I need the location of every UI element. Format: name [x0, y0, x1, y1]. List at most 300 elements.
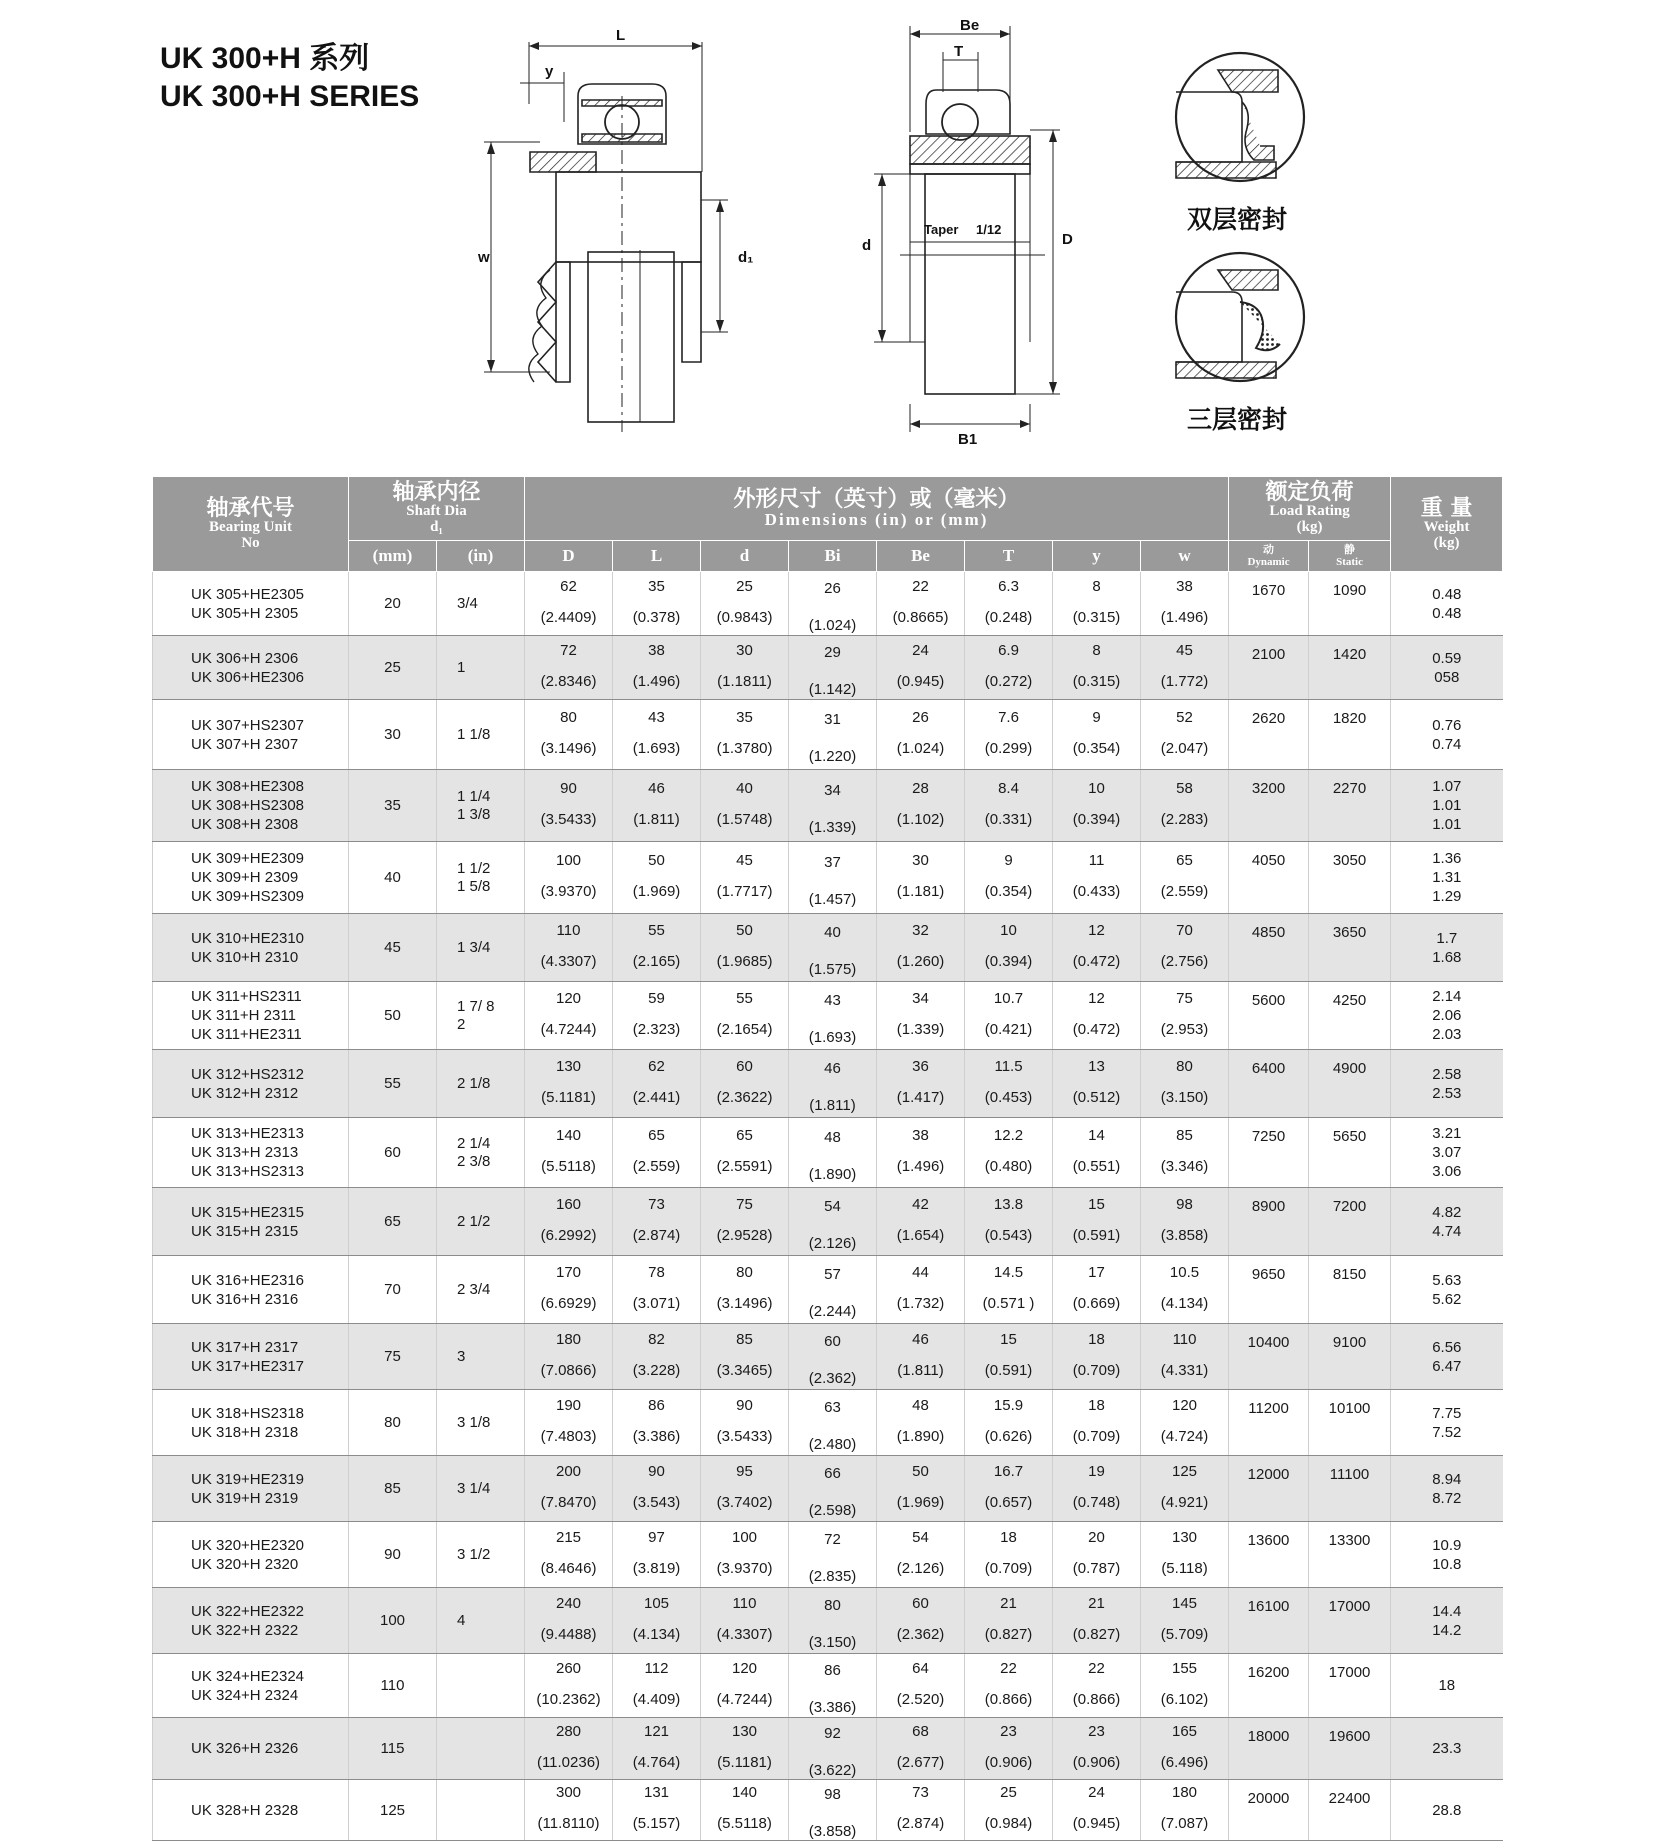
- label-w: w: [478, 249, 490, 266]
- cell-d: [701, 914, 789, 982]
- value-mm: 55: [736, 989, 753, 1007]
- value-mm: 14: [1088, 1126, 1105, 1144]
- cell-d: [701, 1050, 789, 1118]
- cell-y: [1053, 1118, 1141, 1188]
- cell-static-load: 8150: [1309, 1256, 1391, 1324]
- series-title-en: UK 300+H SERIES: [160, 80, 420, 113]
- value-mm: 6.9: [998, 641, 1019, 659]
- cell-w: [1141, 1588, 1229, 1654]
- seal-double-label: 双层密封: [1187, 205, 1288, 234]
- value-in: (1.417): [896, 1088, 945, 1106]
- cell-dynamic-load: 7250: [1229, 1118, 1309, 1188]
- weight-value: 8.72: [1432, 1489, 1462, 1507]
- value-mm: 80: [560, 708, 577, 726]
- value-mm: 19: [1088, 1462, 1105, 1480]
- header-shaft-dia: [349, 477, 525, 541]
- cell-w: [1141, 1324, 1229, 1390]
- shaft-in-value: 2 3/4: [457, 1280, 491, 1298]
- cell-dynamic-load: 8900: [1229, 1188, 1309, 1256]
- value-in: (0.354): [984, 882, 1033, 900]
- value-mm: 95: [736, 1462, 753, 1480]
- weight-value: 1.07: [1432, 778, 1462, 795]
- cell-w: [1141, 636, 1229, 700]
- value-in: (2.5591): [716, 1157, 773, 1175]
- cell-static-load: 10100: [1309, 1390, 1391, 1456]
- cell-dynamic-load: 4850: [1229, 914, 1309, 982]
- value-mm: 240: [556, 1594, 582, 1612]
- label-taper: Taper: [924, 222, 959, 237]
- value-in: (2.874): [632, 1226, 681, 1244]
- header-dimensions-en: Dimensions (in) or (mm): [764, 510, 989, 530]
- value-mm: 18: [1088, 1396, 1105, 1414]
- value-in: (4.409): [632, 1690, 681, 1708]
- cell-Bi: [789, 982, 877, 1050]
- cell-L: [613, 1256, 701, 1324]
- label-T: T: [954, 43, 964, 60]
- value-in: (7.8470): [540, 1493, 597, 1511]
- weight-value: 2.58: [1432, 1065, 1462, 1083]
- value-mm: 170: [556, 1263, 582, 1281]
- cell-w: [1141, 1654, 1229, 1718]
- cell-D: [525, 1118, 613, 1188]
- value-mm: 105: [644, 1594, 670, 1612]
- value-mm: 10.7: [993, 989, 1024, 1007]
- cell-dynamic-load: 5600: [1229, 982, 1309, 1050]
- cell-weight: [1391, 1522, 1503, 1588]
- cell-bearing-unit: [153, 1050, 349, 1118]
- header-bearing-unit: [153, 477, 349, 572]
- value-mm: 75: [1176, 989, 1193, 1007]
- value-mm: 280: [556, 1722, 582, 1740]
- value-mm: 215: [556, 1528, 582, 1546]
- value-in: (2.244): [808, 1302, 857, 1320]
- value-in: (1.969): [632, 882, 681, 900]
- value-in: (0.472): [1072, 1020, 1121, 1038]
- cell-bearing-unit: [153, 1718, 349, 1780]
- cell-static-load: 5650: [1309, 1118, 1391, 1188]
- weight-value: 2.53: [1432, 1084, 1462, 1102]
- cell-dynamic-load: 20000: [1229, 1780, 1309, 1841]
- cell-T: [965, 842, 1053, 914]
- value-mm: 85: [1176, 1126, 1193, 1144]
- value-mm: 65: [736, 1126, 753, 1144]
- cell-shaft-in: [437, 1780, 525, 1841]
- value-in: (3.1496): [540, 739, 597, 757]
- value-mm: 200: [556, 1462, 582, 1480]
- cell-Bi: [789, 1256, 877, 1324]
- value-mm: 120: [1172, 1396, 1198, 1414]
- value-in: (3.543): [632, 1493, 681, 1511]
- bearing-unit-no: UK 320+H 2320: [191, 1555, 299, 1573]
- cell-L: [613, 1654, 701, 1718]
- value-mm: 42: [912, 1195, 929, 1213]
- weight-value: 0.59: [1432, 649, 1462, 667]
- value-in: (2.598): [808, 1501, 857, 1519]
- value-in: (5.5118): [541, 1157, 596, 1175]
- weight-value: 6.56: [1432, 1338, 1462, 1356]
- bearing-unit-no: UK 307+HS2307: [191, 716, 304, 734]
- value-in: (1.496): [896, 1157, 945, 1175]
- value-mm: 125: [1172, 1462, 1198, 1480]
- value-mm: 20: [1088, 1528, 1105, 1546]
- value-mm: 38: [648, 641, 665, 659]
- cell-bearing-unit: [153, 1324, 349, 1390]
- cell-Be: [877, 1324, 965, 1390]
- value-in: (2.165): [632, 952, 681, 970]
- cell-D: [525, 982, 613, 1050]
- weight-value: 5.62: [1432, 1290, 1462, 1308]
- cell-y: [1053, 1780, 1141, 1841]
- header-static: [1309, 541, 1391, 572]
- cell-Bi: [789, 842, 877, 914]
- value-in: (1.969): [896, 1493, 945, 1511]
- value-mm: 64: [912, 1659, 929, 1677]
- value-mm: 60: [736, 1057, 753, 1075]
- cell-bearing-unit: [153, 572, 349, 636]
- value-in: (3.346): [1160, 1157, 1209, 1175]
- cell-L: [613, 636, 701, 700]
- weight-value: 10.8: [1432, 1555, 1462, 1573]
- value-mm: 12: [1088, 921, 1105, 939]
- cell-dynamic-load: 11200: [1229, 1390, 1309, 1456]
- value-mm: 22: [1000, 1659, 1017, 1677]
- weight-value: 1.36: [1432, 850, 1462, 867]
- value-in: (4.331): [1160, 1361, 1209, 1379]
- value-in: (1.575): [808, 960, 857, 978]
- cell-y: [1053, 636, 1141, 700]
- cell-shaft-mm: 40: [349, 842, 437, 914]
- value-in: (1.260): [896, 952, 945, 970]
- header-dynamic-cn: 动: [1263, 543, 1275, 556]
- value-mm: 22: [912, 577, 929, 595]
- value-in: (3.386): [632, 1427, 681, 1445]
- weight-value: 14.4: [1432, 1602, 1462, 1620]
- value-in: (0.248): [984, 608, 1033, 626]
- value-in: (0.591): [1072, 1226, 1121, 1244]
- value-mm: 165: [1172, 1722, 1198, 1740]
- bearing-unit-no: UK 309+HE2309: [191, 850, 304, 867]
- value-in: (1.024): [808, 616, 857, 634]
- value-in: (3.5433): [716, 1427, 773, 1445]
- cell-bearing-unit: [153, 1522, 349, 1588]
- cell-weight: [1391, 842, 1503, 914]
- value-mm: 120: [732, 1659, 758, 1677]
- value-in: (1.811): [809, 1096, 856, 1114]
- value-mm: 54: [912, 1528, 929, 1546]
- value-mm: 28: [912, 779, 929, 797]
- cell-T: [965, 1588, 1053, 1654]
- value-mm: 50: [736, 921, 753, 939]
- value-mm: 30: [736, 641, 753, 659]
- value-mm: 8: [1092, 577, 1101, 595]
- cell-shaft-mm: 80: [349, 1390, 437, 1456]
- value-mm: 12: [1088, 989, 1105, 1007]
- value-in: (0.512): [1072, 1088, 1121, 1106]
- value-in: (0.669): [1072, 1294, 1121, 1312]
- cell-static-load: 2270: [1309, 770, 1391, 842]
- value-mm: 40: [824, 923, 841, 941]
- cell-y: [1053, 982, 1141, 1050]
- value-in: (0.433): [1072, 882, 1121, 900]
- cell-y: [1053, 842, 1141, 914]
- value-mm: 98: [824, 1786, 841, 1803]
- cell-static-load: 17000: [1309, 1654, 1391, 1718]
- cell-w: [1141, 1256, 1229, 1324]
- header-dynamic-en: Dynamic: [1247, 556, 1290, 568]
- cell-Be: [877, 770, 965, 842]
- value-mm: 73: [648, 1195, 665, 1213]
- value-mm: 23: [1000, 1722, 1017, 1740]
- value-in: (0.945): [1072, 1815, 1121, 1832]
- value-mm: 100: [556, 851, 582, 869]
- cell-T: [965, 914, 1053, 982]
- cell-Bi: [789, 1654, 877, 1718]
- cell-w: [1141, 914, 1229, 982]
- table-row: [153, 1390, 1503, 1456]
- value-in: (3.3465): [716, 1361, 773, 1379]
- weight-value: 2.03: [1432, 1026, 1462, 1043]
- cell-shaft-mm: 25: [349, 636, 437, 700]
- value-mm: 97: [648, 1528, 665, 1546]
- value-mm: 90: [560, 779, 577, 797]
- cell-D: [525, 842, 613, 914]
- shaft-in-value: 1 1/2: [457, 859, 491, 877]
- bearing-unit-no: UK 322+HE2322: [191, 1602, 304, 1620]
- value-in: (2.677): [896, 1753, 945, 1771]
- cell-dynamic-load: 6400: [1229, 1050, 1309, 1118]
- cell-L: [613, 982, 701, 1050]
- cell-T: [965, 1118, 1053, 1188]
- cell-y: [1053, 572, 1141, 636]
- label-L: L: [616, 27, 626, 44]
- value-in: (0.906): [1072, 1753, 1121, 1771]
- value-in: (2.1654): [716, 1020, 773, 1038]
- cell-shaft-in: [437, 1390, 525, 1456]
- value-in: (1.693): [808, 1028, 857, 1046]
- value-mm: 86: [824, 1661, 841, 1679]
- cell-weight: [1391, 770, 1503, 842]
- value-in: (3.386): [808, 1698, 857, 1716]
- value-mm: 82: [648, 1330, 665, 1348]
- cell-Bi: [789, 1188, 877, 1256]
- weight-value: 18: [1438, 1677, 1456, 1694]
- bearing-unit-no: UK 316+HE2316: [191, 1271, 304, 1289]
- cell-L: [613, 572, 701, 636]
- weight-value: 4.74: [1432, 1222, 1462, 1240]
- value-mm: 65: [648, 1126, 665, 1144]
- cell-static-load: 1090: [1309, 572, 1391, 636]
- cell-dynamic-load: 10400: [1229, 1324, 1309, 1390]
- value-mm: 131: [644, 1784, 670, 1801]
- cell-D: [525, 1256, 613, 1324]
- cell-shaft-mm: 60: [349, 1118, 437, 1188]
- cell-shaft-mm: 45: [349, 914, 437, 982]
- cell-bearing-unit: [153, 636, 349, 700]
- value-in: (0.657): [984, 1493, 1033, 1511]
- cell-d: [701, 572, 789, 636]
- cell-dynamic-load: 16200: [1229, 1654, 1309, 1718]
- cell-L: [613, 700, 701, 770]
- value-in: (2.559): [1160, 882, 1209, 900]
- label-d1: d₁: [738, 249, 754, 266]
- cell-y: [1053, 1188, 1141, 1256]
- weight-value: 10.9: [1432, 1536, 1462, 1554]
- value-mm: 85: [736, 1330, 753, 1348]
- value-mm: 72: [824, 1530, 841, 1548]
- shaft-in-value: 2 1/4: [457, 1134, 491, 1152]
- header-Be: Be: [877, 541, 965, 572]
- cell-shaft-in: [437, 842, 525, 914]
- value-mm: 80: [824, 1596, 841, 1614]
- cell-bearing-unit: [153, 914, 349, 982]
- value-mm: 25: [736, 577, 753, 595]
- cell-w: [1141, 1188, 1229, 1256]
- value-mm: 6.3: [998, 577, 1019, 595]
- cell-L: [613, 1188, 701, 1256]
- cell-L: [613, 1118, 701, 1188]
- value-in: (4.764): [632, 1753, 681, 1771]
- cell-dynamic-load: 12000: [1229, 1456, 1309, 1522]
- header-load-rating: [1229, 477, 1391, 541]
- value-in: (0.9843): [716, 608, 773, 626]
- value-mm: 34: [912, 989, 929, 1007]
- cell-weight: [1391, 700, 1503, 770]
- value-in: (0.591): [984, 1361, 1033, 1379]
- cell-dynamic-load: 9650: [1229, 1256, 1309, 1324]
- value-in: (0.827): [1072, 1625, 1121, 1643]
- value-in: (2.559): [632, 1157, 681, 1175]
- label-D: D: [1062, 231, 1073, 248]
- value-in: (1.811): [897, 1361, 944, 1379]
- cell-dynamic-load: 2620: [1229, 700, 1309, 770]
- value-mm: 7.6: [998, 708, 1019, 726]
- value-in: (4.921): [1160, 1493, 1209, 1511]
- value-mm: 70: [1176, 921, 1193, 939]
- cell-y: [1053, 1588, 1141, 1654]
- weight-value: 7.52: [1432, 1423, 1462, 1441]
- header-w: w: [1141, 541, 1229, 572]
- shaft-in-value: 3: [457, 1347, 466, 1365]
- cell-T: [965, 1522, 1053, 1588]
- cell-L: [613, 1050, 701, 1118]
- shaft-in-value: 2 1/2: [457, 1212, 491, 1230]
- table-row: [153, 1718, 1503, 1780]
- cell-D: [525, 700, 613, 770]
- value-mm: 9: [1092, 708, 1101, 726]
- cell-bearing-unit: [153, 1588, 349, 1654]
- value-mm: 38: [1176, 577, 1193, 595]
- cell-Be: [877, 1654, 965, 1718]
- cell-bearing-unit: [153, 1780, 349, 1841]
- value-mm: 140: [556, 1126, 582, 1144]
- cell-D: [525, 1654, 613, 1718]
- value-mm: 10: [1000, 921, 1017, 939]
- cell-dynamic-load: 1670: [1229, 572, 1309, 636]
- cell-dynamic-load: 13600: [1229, 1522, 1309, 1588]
- header-y: y: [1053, 541, 1141, 572]
- cell-weight: [1391, 1050, 1503, 1118]
- value-in: (2.362): [808, 1369, 857, 1387]
- header-T: T: [965, 541, 1053, 572]
- bearing-unit-no: UK 326+H 2326: [191, 1740, 299, 1757]
- weight-value: 3.21: [1432, 1125, 1462, 1142]
- cell-T: [965, 1456, 1053, 1522]
- cell-shaft-in: [437, 770, 525, 842]
- value-in: (1.890): [896, 1427, 945, 1445]
- cell-Bi: [789, 1050, 877, 1118]
- value-mm: 130: [556, 1057, 582, 1075]
- cell-Be: [877, 1522, 965, 1588]
- bearing-unit-no: UK 311+HS2311: [191, 988, 302, 1005]
- value-in: (1.811): [633, 810, 680, 828]
- value-mm: 35: [648, 577, 665, 595]
- weight-value: 1.01: [1432, 797, 1462, 814]
- cell-Bi: [789, 770, 877, 842]
- header-D: D: [525, 541, 613, 572]
- value-mm: 9: [1004, 851, 1013, 869]
- table-row: [153, 1456, 1503, 1522]
- cell-y: [1053, 1050, 1141, 1118]
- value-mm: 59: [648, 989, 665, 1007]
- value-mm: 57: [824, 1265, 841, 1283]
- cell-d: [701, 1456, 789, 1522]
- cell-D: [525, 1188, 613, 1256]
- value-mm: 24: [912, 641, 929, 659]
- cell-d: [701, 770, 789, 842]
- bearing-unit-no: UK 317+H 2317: [191, 1338, 299, 1356]
- value-in: (1.772): [1160, 672, 1209, 690]
- cell-y: [1053, 1456, 1141, 1522]
- header-weight-cn: 重 量: [1420, 495, 1473, 521]
- cell-L: [613, 1390, 701, 1456]
- value-in: (2.9528): [716, 1226, 773, 1244]
- header-bearing-unit-no: No: [241, 534, 260, 551]
- cell-shaft-mm: 90: [349, 1522, 437, 1588]
- value-in: (1.654): [896, 1226, 945, 1244]
- shaft-in-value: 1 7/ 8: [457, 997, 495, 1015]
- value-mm: 112: [644, 1659, 669, 1677]
- cell-D: [525, 636, 613, 700]
- cell-D: [525, 1324, 613, 1390]
- cell-y: [1053, 1718, 1141, 1780]
- cell-Bi: [789, 1390, 877, 1456]
- value-in: (2.756): [1160, 952, 1209, 970]
- cell-d: [701, 1256, 789, 1324]
- cell-D: [525, 1780, 613, 1841]
- shaft-in-value: 3 1/2: [457, 1545, 491, 1563]
- value-in: (2.047): [1160, 739, 1209, 757]
- value-in: (2.126): [896, 1559, 945, 1577]
- weight-value: 0.48: [1432, 604, 1462, 622]
- weight-value: 2.06: [1432, 1007, 1462, 1024]
- cell-weight: [1391, 1256, 1503, 1324]
- cell-bearing-unit: [153, 1188, 349, 1256]
- value-mm: 23: [1088, 1722, 1105, 1740]
- cell-shaft-in: [437, 572, 525, 636]
- table-row: [153, 1188, 1503, 1256]
- value-mm: 54: [824, 1197, 841, 1215]
- cell-Be: [877, 636, 965, 700]
- cell-Bi: [789, 1718, 877, 1780]
- cell-Bi: [789, 1522, 877, 1588]
- cell-y: [1053, 1654, 1141, 1718]
- cell-Be: [877, 982, 965, 1050]
- header-dimensions: [525, 477, 1229, 541]
- value-in: (5.118): [1161, 1559, 1208, 1577]
- value-in: (1.496): [632, 672, 681, 690]
- cell-weight: [1391, 1654, 1503, 1718]
- cell-shaft-in: [437, 1324, 525, 1390]
